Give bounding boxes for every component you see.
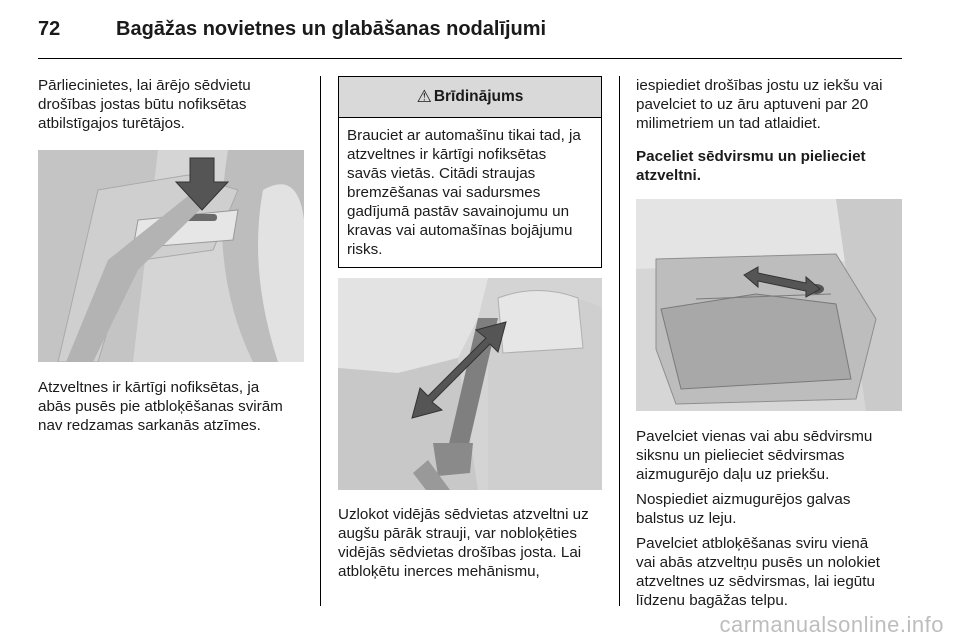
column-divider-2 bbox=[619, 76, 620, 606]
seatbelt-holder-illustration bbox=[38, 150, 304, 362]
column-1 bbox=[38, 76, 304, 435]
warning-triangle-icon: ⚠ bbox=[416, 87, 432, 106]
seat-cushion-illustration bbox=[636, 199, 902, 411]
page-number: 72 bbox=[38, 18, 61, 40]
page-title: Bagāžas novietnes un glabāšanas nodalījumi bbox=[116, 18, 547, 40]
warning-box bbox=[338, 76, 602, 268]
col3-paragraph-3: Nospiediet aizmugurējos galvas balstus uz leju. bbox=[636, 491, 851, 527]
watermark: carmanualsonline.info bbox=[719, 612, 944, 637]
warning-header bbox=[339, 77, 601, 118]
column-divider-1 bbox=[320, 76, 321, 606]
warning-title: Brīdinājums bbox=[433, 88, 524, 105]
col1-paragraph-2: Atzveltnes ir kārtīgi nofiksētas, ja abās pusēs pie atbloķēšanas svirām nav redzamas sarkanās atzīmes. bbox=[38, 379, 283, 434]
header-rule bbox=[38, 58, 902, 59]
col1-paragraph-1: Pārliecinietes, lai ārējo sēdvietu drošības jostas būtu nofiksētas atbilstīgajos turētājos. bbox=[38, 77, 251, 132]
col3-paragraph-1: iespiediet drošības jostu uz iekšu vai pavelciet to uz āru aptuveni par 20 milimetriem un tad atlaidiet. bbox=[636, 77, 883, 132]
column-3 bbox=[636, 76, 902, 610]
center-seatbelt-illustration bbox=[338, 278, 602, 490]
warning-body: Brauciet ar automašīnu tikai tad, ja atzveltnes ir kārtīgi nofiksētas savās vietās. Citādi straujas bremzēšanas vai sadursmes gadījumā pastāv savainojumu un kravas vai automašīnas bojājumu risks. bbox=[347, 127, 581, 258]
col2-paragraph-1: Uzlokot vidējās sēdvietas atzveltni uz augšu pārāk strauji, var nobloķēties vidējās sēdvietas drošības josta. Lai atbloķētu inerces mehānismu, bbox=[338, 506, 589, 580]
column-2 bbox=[338, 76, 602, 581]
col3-heading: Paceliet sēdvirsmu un pielieciet atzveltni. bbox=[636, 148, 866, 184]
col3-paragraph-4: Pavelciet atbloķēšanas sviru vienā vai abās atzveltņu pusēs un nolokiet atzveltnes uz sēdvirsmas, lai iegūtu līdzenu bagāžas telpu. bbox=[636, 535, 881, 609]
col3-paragraph-2: Pavelciet vienas vai abu sēdvirsmu siksnu un pielieciet sēdvirsmas aizmugurējo daļu uz priekšu. bbox=[636, 428, 873, 483]
